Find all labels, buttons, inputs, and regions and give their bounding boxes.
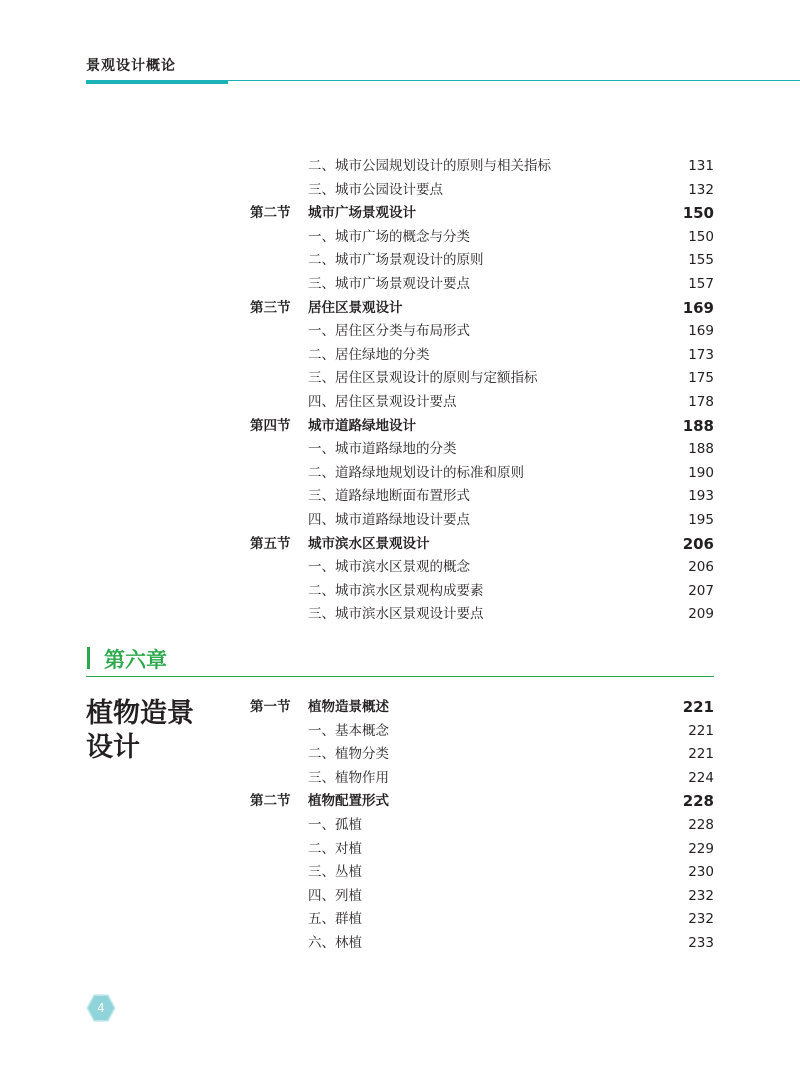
item-title: 四、列植	[308, 887, 362, 904]
item-title: 二、居住绿地的分类	[308, 346, 430, 363]
toc-item-row	[250, 767, 714, 791]
page-ref: 132	[688, 181, 714, 198]
page-ref: 230	[688, 864, 714, 881]
section-title: 居住区景观设计	[308, 299, 403, 316]
chapter-accent-bar	[87, 647, 90, 669]
page-number-badge	[86, 993, 116, 1023]
page-ref: 157	[688, 275, 714, 292]
toc-item-row	[250, 438, 714, 462]
section-title: 城市滨水区景观设计	[308, 535, 430, 552]
section-number: 第四节	[250, 417, 291, 434]
section-number: 第五节	[250, 535, 291, 552]
item-title: 四、城市道路绿地设计要点	[308, 511, 470, 528]
page-ref: 193	[688, 488, 714, 505]
page-ref: 206	[682, 534, 714, 553]
toc-item-row	[250, 509, 714, 533]
section-title: 植物配置形式	[308, 793, 389, 810]
page-ref: 150	[682, 204, 714, 223]
chapter-number: 第六章	[104, 648, 167, 672]
item-title: 一、城市道路绿地的分类	[308, 441, 457, 458]
toc-item-row	[250, 580, 714, 604]
toc-item-row	[250, 885, 714, 909]
toc-item-row	[250, 344, 714, 368]
item-title: 六、林植	[308, 934, 362, 951]
toc-item-row	[250, 556, 714, 580]
section-number: 第二节	[250, 205, 291, 222]
toc-item-row	[250, 932, 714, 956]
toc-item-row	[250, 179, 714, 203]
page-ref: 228	[682, 792, 714, 811]
item-title: 三、植物作用	[308, 769, 389, 786]
page-ref: 221	[682, 698, 714, 716]
toc-item-row	[250, 603, 714, 627]
section-title: 城市广场景观设计	[308, 205, 416, 222]
section-number: 第二节	[250, 793, 291, 810]
toc-item-row	[250, 814, 714, 838]
toc-item-row	[250, 838, 714, 862]
toc-item-row	[250, 908, 714, 932]
page-ref: 207	[688, 582, 714, 599]
toc-list-bottom	[250, 696, 714, 956]
page-ref: 228	[688, 816, 714, 833]
page-number: 4	[97, 1001, 105, 1015]
page-ref: 190	[688, 464, 714, 481]
chapter-title-line: 植物造景	[86, 698, 194, 729]
section-number: 第一节	[250, 699, 291, 715]
page-ref: 188	[688, 441, 714, 458]
chapter-divider	[86, 676, 714, 677]
toc-item-row	[250, 273, 714, 297]
toc-item-row	[250, 226, 714, 250]
book-title: 景观设计概论	[86, 58, 176, 74]
toc-section-row	[250, 202, 714, 226]
item-title: 一、居住区分类与布局形式	[308, 323, 470, 340]
page-ref: 195	[688, 511, 714, 528]
chapter-title-line: 设计	[86, 732, 140, 763]
page-ref: 188	[682, 416, 714, 435]
item-title: 二、对植	[308, 840, 362, 857]
page-ref: 169	[682, 298, 714, 317]
toc-item-row	[250, 320, 714, 344]
page-ref: 229	[688, 840, 714, 857]
page-ref: 232	[688, 887, 714, 904]
section-title: 植物造景概述	[308, 699, 389, 715]
toc-item-row	[250, 485, 714, 509]
page-ref: 233	[688, 934, 714, 951]
item-title: 一、城市广场的概念与分类	[308, 228, 470, 245]
toc-section-row	[250, 790, 714, 814]
page-ref: 173	[688, 346, 714, 363]
section-title: 城市道路绿地设计	[308, 417, 416, 434]
toc-item-row	[250, 462, 714, 486]
page-ref: 221	[688, 722, 714, 739]
toc-item-row	[250, 155, 714, 179]
page-ref: 206	[688, 559, 714, 576]
page-ref: 155	[688, 252, 714, 269]
page-ref: 178	[688, 393, 714, 410]
item-title: 三、城市公园设计要点	[308, 181, 443, 198]
item-title: 三、道路绿地断面布置形式	[308, 488, 470, 505]
chapter-title	[86, 697, 216, 765]
item-title: 三、城市广场景观设计要点	[308, 275, 470, 292]
page-ref: 175	[688, 370, 714, 387]
page-ref: 224	[688, 769, 714, 786]
item-title: 一、孤植	[308, 816, 362, 833]
toc-section-row	[250, 297, 714, 321]
item-title: 一、城市滨水区景观的概念	[308, 559, 470, 576]
page-ref: 221	[688, 746, 714, 763]
toc-item-row	[250, 391, 714, 415]
section-number: 第三节	[250, 299, 291, 316]
toc-item-row	[250, 249, 714, 273]
header-accent-bar	[86, 80, 228, 84]
item-title: 三、丛植	[308, 864, 362, 881]
toc-list-top	[250, 155, 714, 627]
toc-section-row	[250, 415, 714, 439]
page-ref: 169	[688, 323, 714, 340]
item-title: 四、居住区景观设计要点	[308, 393, 457, 410]
page-ref: 150	[688, 228, 714, 245]
item-title: 二、城市广场景观设计的原则	[308, 252, 484, 269]
item-title: 二、植物分类	[308, 746, 389, 763]
page-ref: 209	[688, 606, 714, 623]
item-title: 三、城市滨水区景观设计要点	[308, 606, 484, 623]
page-ref: 232	[688, 911, 714, 928]
toc-item-row	[250, 720, 714, 744]
toc-section-row	[250, 696, 714, 720]
toc-section-row	[250, 533, 714, 557]
item-title: 一、基本概念	[308, 722, 389, 739]
item-title: 二、城市滨水区景观构成要素	[308, 582, 484, 599]
item-title: 三、居住区景观设计的原则与定额指标	[308, 370, 538, 387]
item-title: 五、群植	[308, 911, 362, 928]
item-title: 二、城市公园规划设计的原则与相关指标	[308, 158, 551, 174]
toc-item-row	[250, 861, 714, 885]
toc-item-row	[250, 367, 714, 391]
page-ref: 131	[688, 158, 714, 174]
toc-item-row	[250, 743, 714, 767]
item-title: 二、道路绿地规划设计的标准和原则	[308, 464, 524, 481]
